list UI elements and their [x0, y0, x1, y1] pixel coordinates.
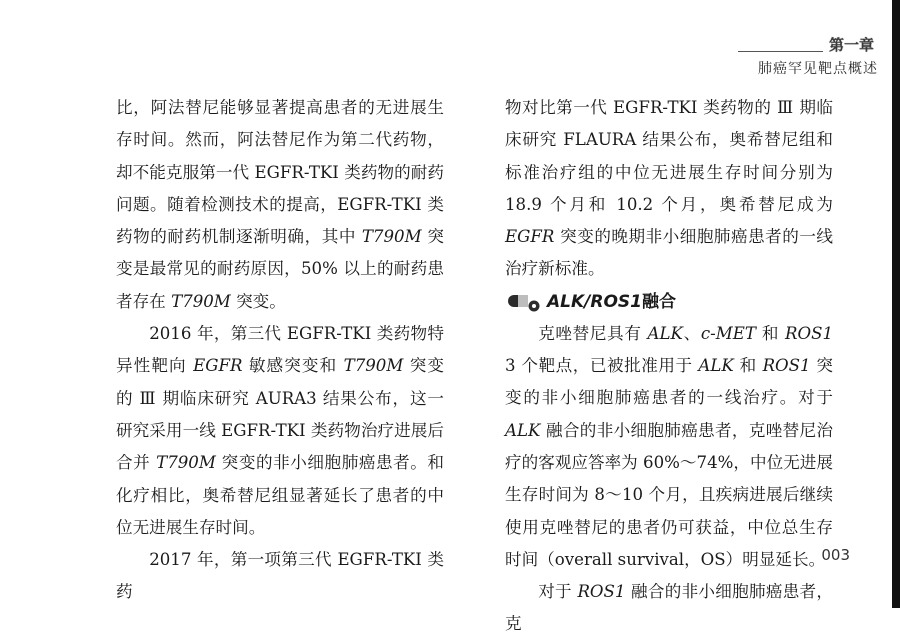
gene-term: ROS1 [577, 582, 626, 602]
section-heading-suffix: 融合 [642, 291, 676, 312]
section-heading [505, 286, 833, 318]
paragraph [116, 92, 444, 318]
left-column [116, 92, 444, 609]
gene-term: ROS1 [784, 323, 834, 343]
text-run: 2017 年，第一项第三代 EGFR-TKI 类药 [116, 550, 444, 602]
gene-term: T790M [361, 227, 422, 247]
text-run: 比，阿法替尼能够显著提高患者的无进展生存时间。然而，阿法替尼作为第二代药物，却不能克服第一代 EGFR-TKI 类药物的耐药问题。随着检测技术的提高，EGFR-TKI 类药物的耐药机制逐渐明确，其中 [116, 98, 444, 247]
text-run: 对于 [538, 582, 578, 602]
section-heading-label: ALK/ROS1 [547, 291, 642, 312]
text-run: 物对比第一代 EGFR-TKI 类药物的 Ⅲ 期临床研究 FLAURA 结果公布，奥希替尼组和标准治疗组的中位无进展生存时间分别为 18.9 个月和 10.2 个月，奥希替尼成为 [505, 98, 833, 214]
text-run: 克唑替尼具有 [538, 323, 648, 343]
gene-term: T790M [156, 453, 216, 473]
chapter-badge: 第一章 [823, 34, 878, 56]
text-run: 融合的非小细胞肺癌患者，克 [505, 582, 833, 634]
text-run: 2016 年，第三代 EGFR-TKI 类药物特异性靶向 [116, 324, 444, 376]
pill-capsule-icon [505, 291, 543, 313]
text-run: 突变的非小细胞肺癌患者的一线治疗。对于 [505, 356, 833, 408]
right-column [505, 92, 833, 641]
gene-term: ROS1 [762, 356, 811, 376]
gene-term: T790M [343, 356, 404, 376]
text-run: 突变是最常见的耐药原因，50% 以上的耐药患者存在 [116, 227, 444, 311]
text-run: 突变的晚期非小细胞肺癌患者的一线治疗新标准。 [505, 227, 833, 279]
chapter-title: 肺癌罕见靶点概述 [758, 61, 878, 77]
text-run: 突变的非小细胞肺癌患者。和化疗相比，奥希替尼组显著延长了患者的中位无进展生存时间。 [116, 453, 444, 537]
text-run: 和 [755, 323, 785, 343]
text-run: 和 [733, 356, 763, 376]
page-edge [892, 0, 900, 608]
gene-term: ALK [647, 323, 683, 343]
text-run: 3 个靶点，已被批准用于 [505, 356, 699, 376]
gene-term: ALK [505, 420, 541, 440]
paragraph [505, 576, 833, 641]
paragraph [505, 92, 833, 286]
text-run: 、 [682, 323, 701, 343]
gene-term: T790M [171, 291, 231, 311]
gene-term: c-MET [700, 323, 756, 343]
gene-term: EGFR [505, 227, 555, 247]
page-number: 003 [821, 546, 850, 564]
running-header [678, 34, 878, 78]
gene-term: ALK [698, 356, 734, 376]
text-run: 突变。 [230, 291, 286, 311]
paragraph [116, 318, 444, 544]
text-run: 融合的非小细胞肺癌患者，克唑替尼治疗的客观应答率为 60%～74%，中位无进展生存时间为 8～10 个月，且疾病进展后继续使用克唑替尼的患者仍可获益，中位总生存时间（overall survival，OS）明显延长。 [505, 420, 833, 569]
gene-term: EGFR [193, 356, 243, 376]
paragraph [505, 318, 833, 576]
paragraph [116, 544, 444, 609]
text-run: 突变的 Ⅲ 期临床研究 AURA3 结果公布，这一研究采用一线 EGFR-TKI 类药物治疗进展后合并 [116, 356, 444, 473]
text-run: 敏感突变和 [242, 356, 344, 376]
